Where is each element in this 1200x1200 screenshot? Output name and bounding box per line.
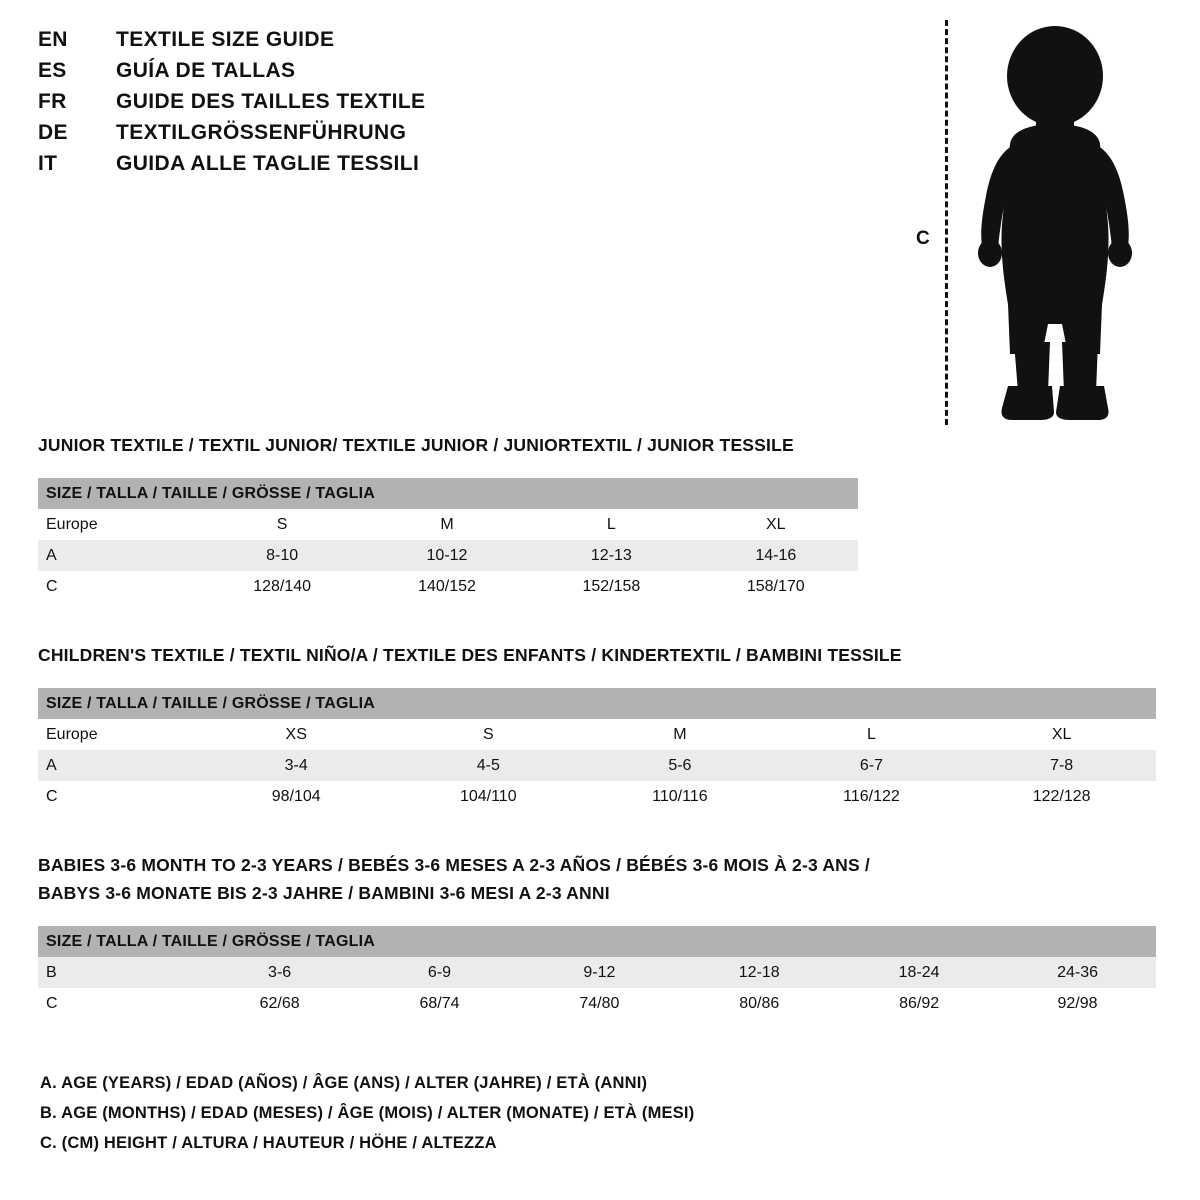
babies-cell: 9-12 xyxy=(583,963,616,981)
header-row xyxy=(38,59,598,90)
babies-cell: 62/68 xyxy=(259,994,300,1012)
babies-row-label: C xyxy=(46,994,58,1012)
section-title-junior: JUNIOR TEXTILE / TEXTIL JUNIOR/ TEXTILE JUNIOR / JUNIORTEXTIL / JUNIOR TESSILE xyxy=(38,435,794,455)
junior-cell: 152/158 xyxy=(582,577,641,595)
babies-cell: 24-36 xyxy=(1057,963,1098,981)
children-cell: 7-8 xyxy=(1050,756,1074,774)
children-region-label: Europe xyxy=(46,725,98,743)
junior-size-table xyxy=(38,478,858,602)
junior-size-header: XL xyxy=(765,515,786,533)
header-row xyxy=(38,28,598,59)
junior-band-label: SIZE / TALLA / TAILLE / GRÖSSE / TAGLIA xyxy=(38,478,858,509)
babies-cell: 18-24 xyxy=(898,963,940,981)
child-silhouette-icon xyxy=(950,24,1150,429)
babies-band-label: SIZE / TALLA / TAILLE / GRÖSSE / TAGLIA xyxy=(38,926,1156,957)
table-band-row xyxy=(38,688,1156,719)
language-title: TEXTILE SIZE GUIDE xyxy=(116,28,335,51)
footnote-age-years: A. AGE (YEARS) / EDAD (AÑOS) / ÂGE (ANS) / ALTER (JAHRE) / ETÀ (ANNI) xyxy=(40,1074,648,1092)
table-row xyxy=(38,540,858,571)
children-cell: 116/122 xyxy=(843,787,900,805)
table-row xyxy=(38,719,1156,750)
language-code: ES xyxy=(38,59,67,82)
junior-cell: 10-12 xyxy=(426,546,468,564)
table-band-row xyxy=(38,926,1156,957)
junior-cell: 14-16 xyxy=(755,546,797,564)
footnote-age-months: B. AGE (MONTHS) / EDAD (MESES) / ÂGE (MOIS) / ALTER (MONATE) / ETÀ (MESI) xyxy=(40,1104,695,1122)
children-size-header: S xyxy=(482,725,494,743)
junior-cell: 158/170 xyxy=(746,577,805,595)
babies-cell: 92/98 xyxy=(1057,994,1098,1012)
table-row xyxy=(38,750,1156,781)
language-title: TEXTILGRÖSSENFÜHRUNG xyxy=(116,121,407,144)
babies-size-table xyxy=(38,926,1156,1019)
footnote-height: C. (CM) HEIGHT / ALTURA / HAUTEUR / HÖHE / ALTEZZA xyxy=(40,1134,497,1152)
language-code: IT xyxy=(38,152,58,175)
language-code: DE xyxy=(38,121,68,144)
children-cell: 98/104 xyxy=(271,787,321,805)
babies-cell: 3-6 xyxy=(268,963,292,981)
children-cell: 3-4 xyxy=(284,756,308,774)
height-measure-figure xyxy=(900,10,1160,425)
junior-cell: 128/140 xyxy=(253,577,312,595)
children-row-label: A xyxy=(46,756,57,774)
children-size-header: XL xyxy=(1051,725,1072,743)
header-row xyxy=(38,152,598,183)
junior-row-label: C xyxy=(46,577,58,595)
children-cell: 4-5 xyxy=(476,756,500,774)
children-size-header: XS xyxy=(285,725,307,743)
table-band-row xyxy=(38,478,858,509)
height-dashed-line xyxy=(945,20,948,425)
babies-cell: 86/92 xyxy=(899,994,940,1012)
junior-size-header: L xyxy=(606,515,616,533)
language-header-block xyxy=(38,28,598,183)
junior-cell: 140/152 xyxy=(418,577,476,595)
children-size-header: L xyxy=(867,725,876,743)
children-cell: 122/128 xyxy=(1032,787,1091,805)
header-row xyxy=(38,90,598,121)
header-row xyxy=(38,121,598,152)
children-row-label: C xyxy=(46,787,58,805)
babies-cell: 74/80 xyxy=(579,994,620,1012)
children-size-table xyxy=(38,688,1156,812)
legend-footnotes xyxy=(40,1068,1040,1158)
language-title: GUIDA ALLE TAGLIE TESSILI xyxy=(116,152,420,175)
junior-size-header: M xyxy=(440,515,454,533)
junior-cell: 12-13 xyxy=(590,546,632,564)
junior-cell: 8-10 xyxy=(266,546,299,564)
table-row xyxy=(38,781,1156,812)
language-title: GUÍA DE TALLAS xyxy=(116,59,296,82)
language-code: FR xyxy=(38,90,67,113)
junior-row-label: A xyxy=(46,546,57,564)
table-row xyxy=(38,988,1156,1019)
section-title-children: CHILDREN'S TEXTILE / TEXTIL NIÑO/A / TEXTILE DES ENFANTS / KINDERTEXTIL / BAMBINI TESSILE xyxy=(38,645,902,665)
children-cell: 110/116 xyxy=(652,787,708,805)
babies-cell: 80/86 xyxy=(739,994,780,1012)
language-title: GUIDE DES TAILLES TEXTILE xyxy=(116,90,426,113)
height-measure-label: C xyxy=(916,228,930,249)
babies-row-label: B xyxy=(46,963,57,981)
babies-cell: 68/74 xyxy=(419,994,460,1012)
section-title-babies-line1: BABIES 3-6 MONTH TO 2-3 YEARS / BEBÉS 3-6 MESES A 2-3 AÑOS / BÉBÉS 3-6 MOIS À 2-3 ANS / xyxy=(38,855,870,875)
children-band-label: SIZE / TALLA / TAILLE / GRÖSSE / TAGLIA xyxy=(38,688,1156,719)
section-title-babies-line2: BABYS 3-6 MONATE BIS 2-3 JAHRE / BAMBINI 3-6 MESI A 2-3 ANNI xyxy=(38,883,610,903)
children-size-header: M xyxy=(673,725,687,743)
babies-cell: 6-9 xyxy=(427,963,452,981)
language-code: EN xyxy=(38,28,68,51)
junior-size-header: S xyxy=(276,515,288,533)
children-cell: 5-6 xyxy=(668,756,692,774)
children-cell: 6-7 xyxy=(859,756,884,774)
children-cell: 104/110 xyxy=(459,787,517,805)
table-row xyxy=(38,509,858,540)
table-row xyxy=(38,571,858,602)
table-row xyxy=(38,957,1156,988)
babies-cell: 12-18 xyxy=(738,963,780,981)
junior-region-label: Europe xyxy=(46,515,98,533)
